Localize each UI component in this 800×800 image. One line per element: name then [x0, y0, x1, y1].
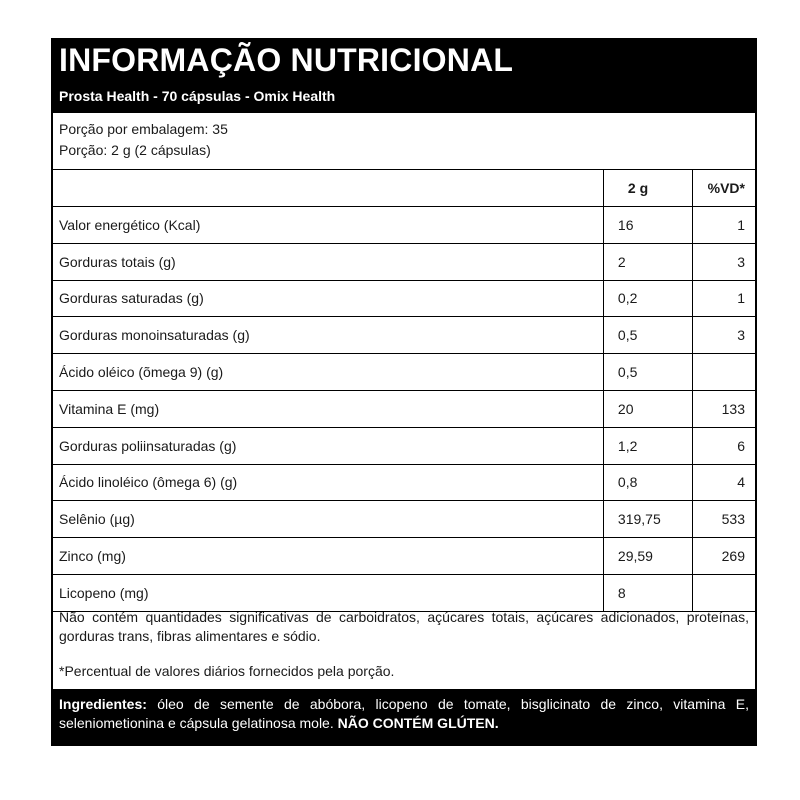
page-title: INFORMAÇÃO NUTRICIONAL: [59, 42, 514, 78]
nutrient-amount: 29,59: [603, 538, 692, 575]
table-row: [53, 207, 755, 244]
nutrient-daily-value: 1: [693, 280, 755, 317]
gluten-warning: NÃO CONTÉM GLÚTEN.: [337, 715, 499, 731]
nutrient-name: Selênio (µg): [53, 501, 603, 538]
nutrient-name: Ácido oléico (õmega 9) (g): [53, 354, 603, 391]
nutrient-name: Valor energético (Kcal): [53, 207, 603, 244]
nutrition-header: [51, 38, 757, 113]
servings-per-package: Porção por embalagem: 35: [59, 121, 228, 137]
table-row: [53, 280, 755, 317]
nutrient-daily-value: 133: [693, 390, 755, 427]
nutrient-amount: 16: [603, 207, 692, 244]
significant-quantities-note: Não contém quantidades significativas de carboidratos, açúcares totais, açúcares adicionados, proteínas, gorduras trans, fibras alimentares e sódio.: [59, 609, 749, 644]
product-subtitle: Prosta Health - 70 cápsulas - Omix Health: [59, 88, 336, 104]
nutrient-name: Zinco (mg): [53, 538, 603, 575]
nutrition-facts-panel: [51, 38, 757, 746]
nutrient-daily-value: 1: [693, 207, 755, 244]
nutrient-daily-value: 3: [693, 243, 755, 280]
nutrient-amount: 20: [603, 390, 692, 427]
nutrient-amount: 0,2: [603, 280, 692, 317]
nutrient-name: Gorduras poliinsaturadas (g): [53, 427, 603, 464]
table-row: [53, 354, 755, 391]
nutrient-name: Gorduras totais (g): [53, 243, 603, 280]
nutrient-daily-value: [693, 574, 755, 611]
nutrient-name: Vitamina E (mg): [53, 390, 603, 427]
nutrient-amount: 8: [603, 574, 692, 611]
nutrient-amount: 1,2: [603, 427, 692, 464]
nutrition-table: [53, 169, 755, 612]
column-header-nutrient: [53, 170, 603, 207]
ingredients-box: [51, 689, 757, 746]
nutrient-name: Gorduras monoinsaturadas (g): [53, 317, 603, 354]
table-row: [53, 317, 755, 354]
nutrient-amount: 0,5: [603, 317, 692, 354]
nutrient-name: Licopeno (mg): [53, 574, 603, 611]
column-header-daily-value: %VD*: [693, 170, 755, 207]
daily-value-footnote: *Percentual de valores diários fornecidos pela porção.: [59, 663, 395, 679]
table-row: [53, 501, 755, 538]
ingredients-text: óleo de semente de abóbora, licopeno de tomate, bisglicinato de zinco, vitamina E, seleniometionina e cápsula gelatinosa mole.: [59, 696, 749, 731]
nutrition-body: [51, 113, 757, 691]
table-row: [53, 390, 755, 427]
nutrient-amount: 2: [603, 243, 692, 280]
serving-size: Porção: 2 g (2 cápsulas): [59, 142, 211, 158]
nutrient-amount: 0,8: [603, 464, 692, 501]
table-row: [53, 243, 755, 280]
nutrient-amount: 0,5: [603, 354, 692, 391]
table-row: [53, 427, 755, 464]
ingredients-label: Ingredientes:: [59, 696, 147, 712]
table-row: [53, 464, 755, 501]
column-header-amount: 2 g: [603, 170, 692, 207]
nutrient-daily-value: 3: [693, 317, 755, 354]
table-header-row: [53, 170, 755, 207]
nutrient-daily-value: 269: [693, 538, 755, 575]
nutrient-daily-value: 533: [693, 501, 755, 538]
table-row: [53, 574, 755, 611]
nutrient-daily-value: [693, 354, 755, 391]
nutrient-name: Ácido linoléico (ômega 6) (g): [53, 464, 603, 501]
nutrient-amount: 319,75: [603, 501, 692, 538]
nutrient-name: Gorduras saturadas (g): [53, 280, 603, 317]
nutrient-daily-value: 4: [693, 464, 755, 501]
table-row: [53, 538, 755, 575]
nutrient-daily-value: 6: [693, 427, 755, 464]
